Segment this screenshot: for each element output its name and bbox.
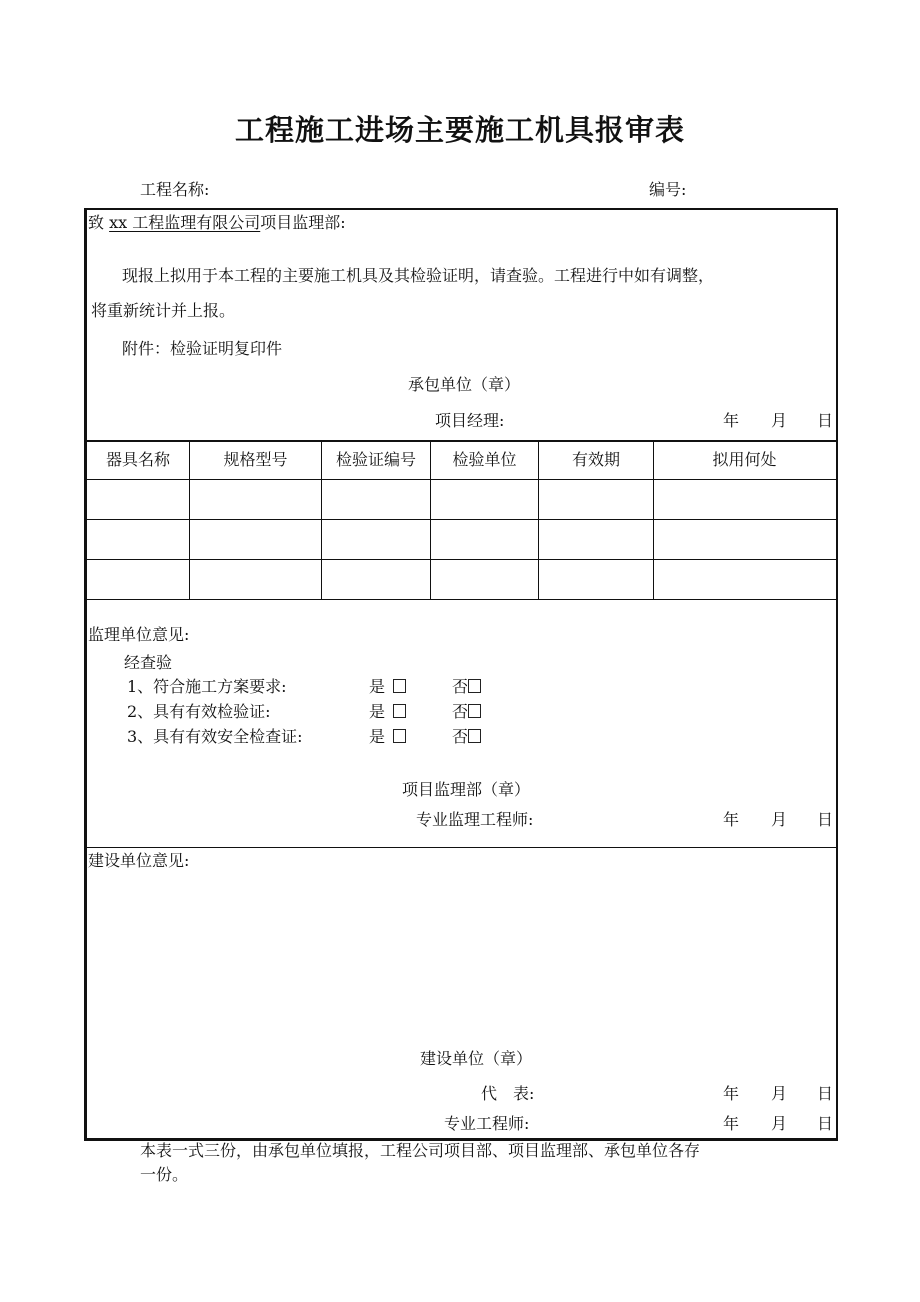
- to-prefix: 致: [88, 213, 105, 232]
- supervisor-seal: 项目监理部（章）: [402, 780, 531, 799]
- attachment-note: 附件：检验证明复印件: [122, 339, 283, 358]
- to-suffix: 项目监理部:: [260, 213, 346, 232]
- representative-label[interactable]: 代 表:: [481, 1084, 535, 1103]
- number-label: 编号:: [649, 180, 687, 199]
- year-label: 年: [723, 1114, 740, 1133]
- table-row[interactable]: [87, 560, 835, 599]
- day-label: 日: [817, 1114, 834, 1133]
- project-name-label: 工程名称:: [140, 180, 210, 199]
- checkbox-icon[interactable]: [468, 704, 481, 718]
- yes-label: 是: [369, 702, 386, 721]
- table-row[interactable]: [87, 480, 835, 519]
- footnote-line-1: 本表一式三份，由承包单位填报，工程公司项目部、项目监理部、承包单位各存: [140, 1141, 701, 1160]
- body-line-1: 现报上拟用于本工程的主要施工机具及其检验证明，请查验。工程进行中如有调整，: [122, 266, 715, 285]
- owner-opinion-heading: 建设单位意见:: [88, 851, 190, 870]
- addressee-line: [88, 215, 346, 231]
- yes-label: 是: [369, 727, 386, 746]
- checkbox-icon[interactable]: [393, 704, 406, 718]
- supervising-engineer-label[interactable]: 专业监理工程师:: [416, 810, 534, 829]
- no-label: 否: [452, 702, 469, 721]
- month-label: 月: [771, 810, 788, 829]
- supervisor-company-field[interactable]: xx 工程监理有限公司: [109, 213, 261, 232]
- check-yes-1[interactable]: [369, 679, 406, 695]
- column-header-validity: 有效期: [571, 450, 620, 469]
- no-label: 否: [452, 677, 469, 696]
- owner-engineer-label[interactable]: 专业工程师:: [444, 1114, 530, 1133]
- check-label-1: 1、符合施工方案要求:: [127, 677, 287, 696]
- month-label: 月: [771, 1114, 788, 1133]
- supervisor-opinion-heading: 监理单位意见:: [88, 625, 190, 644]
- manager-label[interactable]: 项目经理:: [435, 411, 505, 430]
- check-label-3: 3、具有有效安全检查证:: [127, 727, 303, 746]
- year-label: 年: [723, 1084, 740, 1103]
- check-no-1[interactable]: [452, 679, 481, 695]
- table-bottom-border: [84, 599, 836, 600]
- section-divider: [84, 847, 836, 848]
- check-yes-3[interactable]: [369, 729, 406, 745]
- footnote-line-2: 一份。: [140, 1165, 189, 1184]
- checkbox-icon[interactable]: [393, 679, 406, 693]
- check-yes-2[interactable]: [369, 704, 406, 720]
- year-label: 年: [723, 411, 740, 430]
- owner-opinion-field[interactable]: [88, 875, 832, 1035]
- no-label: 否: [452, 727, 469, 746]
- checkbox-icon[interactable]: [468, 729, 481, 743]
- day-label: 日: [817, 1084, 834, 1103]
- year-label: 年: [723, 810, 740, 829]
- column-header-cert-number: 检验证编号: [335, 450, 416, 469]
- day-label: 日: [817, 411, 834, 430]
- column-header-inspection-unit: 检验单位: [452, 450, 517, 469]
- column-header-intended-use: 拟用何处: [712, 450, 777, 469]
- day-label: 日: [817, 810, 834, 829]
- yes-label: 是: [369, 677, 386, 696]
- check-label-2: 2、具有有效检验证:: [127, 702, 271, 721]
- owner-seal: 建设单位（章）: [420, 1049, 533, 1068]
- column-header-equipment-name: 器具名称: [105, 450, 170, 469]
- check-no-3[interactable]: [452, 729, 481, 745]
- checkbox-icon[interactable]: [393, 729, 406, 743]
- table-top-border: [84, 440, 836, 442]
- month-label: 月: [771, 1084, 788, 1103]
- form-title: 工程施工进场主要施工机具报审表: [234, 113, 685, 147]
- checkbox-icon[interactable]: [468, 679, 481, 693]
- column-header-model: 规格型号: [223, 450, 288, 469]
- check-no-2[interactable]: [452, 704, 481, 720]
- body-line-2: 将重新统计并上报。: [91, 301, 236, 320]
- contractor-seal: 承包单位（章）: [408, 375, 521, 394]
- table-row[interactable]: [87, 520, 835, 559]
- month-label: 月: [771, 411, 788, 430]
- inspection-intro: 经查验: [124, 653, 173, 672]
